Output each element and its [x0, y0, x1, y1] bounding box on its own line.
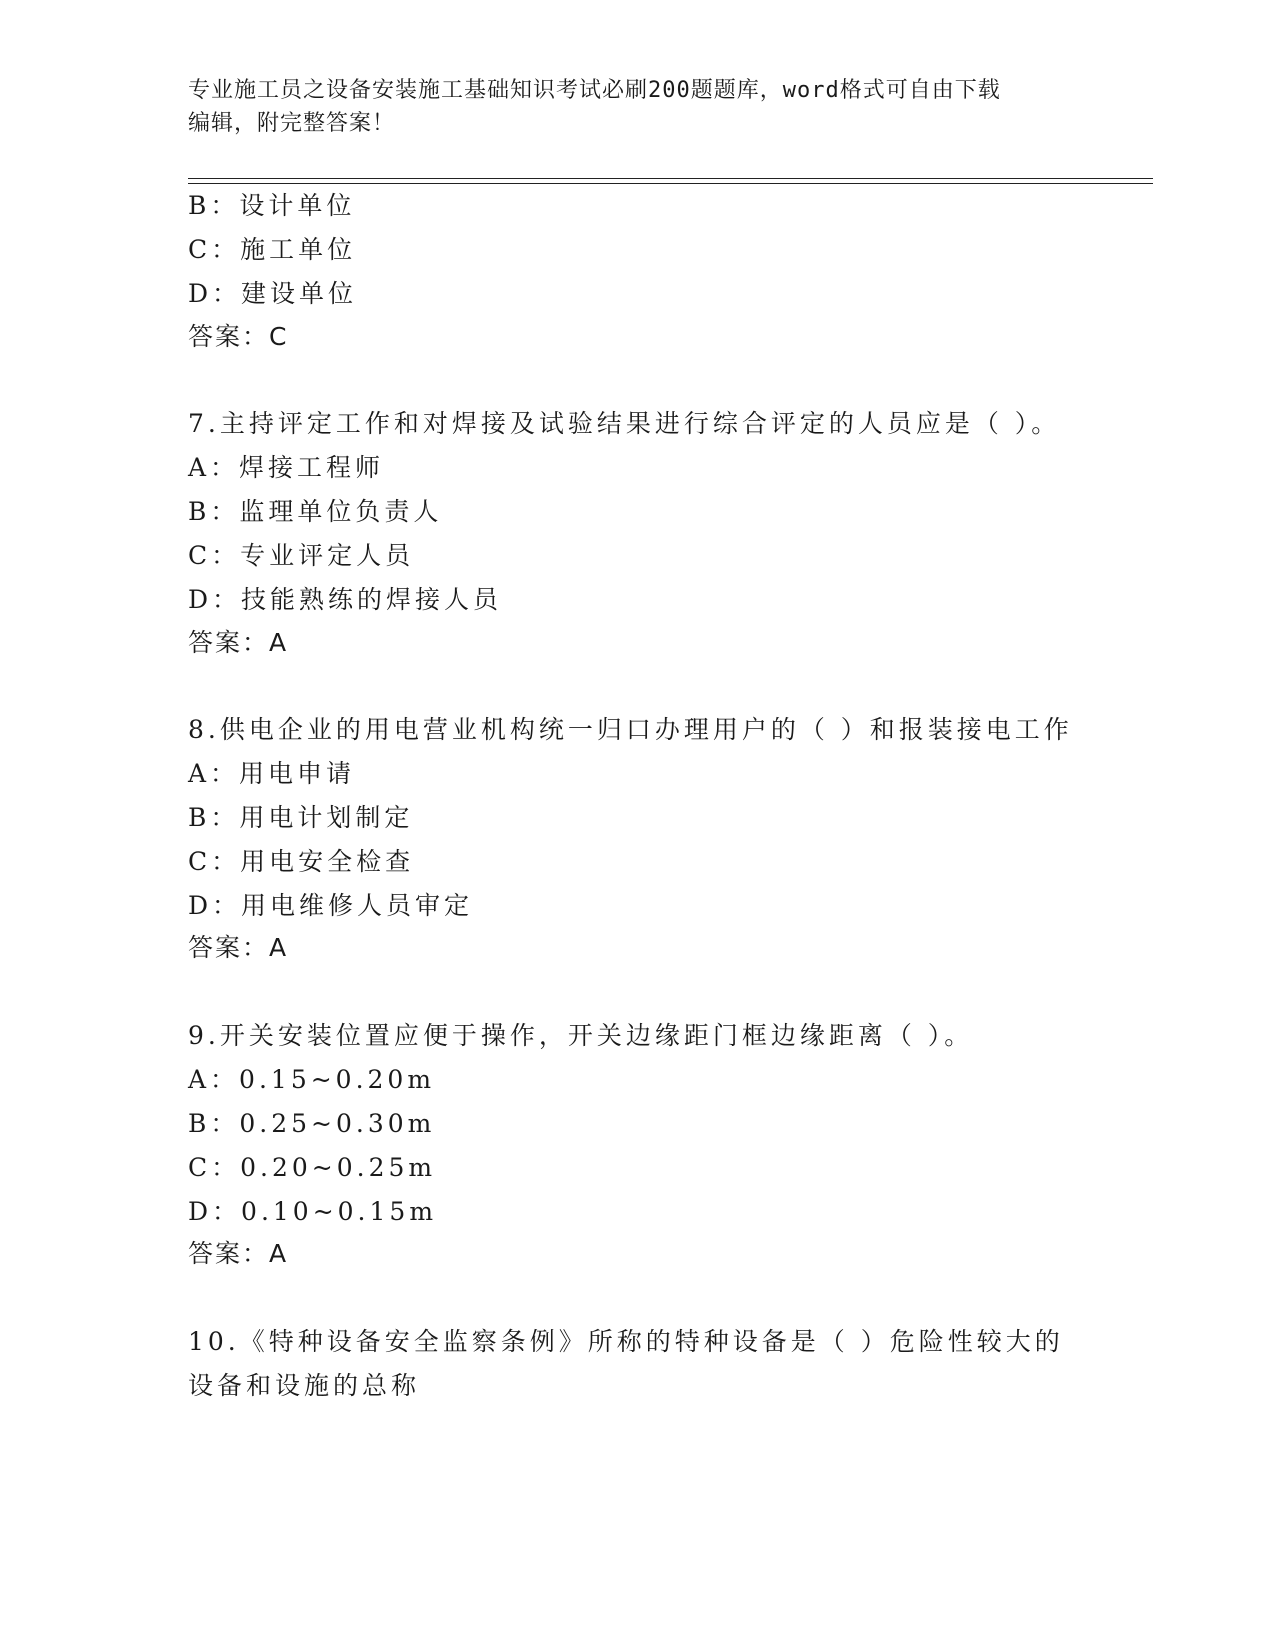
q9-answer: 答案：A	[188, 1239, 289, 1268]
q7-option-d: D：技能熟练的焊接人员	[188, 585, 503, 614]
header-title-line2: 编辑，附完整答案！	[188, 111, 396, 136]
q8-answer: 答案：A	[188, 933, 289, 962]
q9-option-c: C：0.20~0.25m	[188, 1153, 437, 1182]
q7-option-c: C：专业评定人员	[188, 541, 415, 570]
q8-option-c: C：用电安全检查	[188, 847, 415, 876]
document-header	[188, 74, 1088, 140]
q9-option-d: D：0.10~0.15m	[188, 1197, 438, 1226]
q9-option-b: B：0.25~0.30m	[188, 1109, 436, 1138]
q9-option-a: A：0.15~0.20m	[188, 1065, 436, 1094]
header-divider-bottom	[188, 183, 1153, 184]
header-title-line1: 专业施工员之设备安装施工基础知识考试必刷200题题库，word格式可自由下载	[188, 78, 1001, 103]
q10-question-line1: 10.《特种设备安全监察条例》所称的特种设备是（ ）危险性较大的	[188, 1327, 1064, 1356]
q6-answer: 答案：C	[188, 322, 289, 351]
q9-question: 9.开关安装位置应便于操作，开关边缘距门框边缘距离（ ）。	[188, 1021, 974, 1050]
q6-option-c: C：施工单位	[188, 235, 357, 264]
q8-option-d: D：用电维修人员审定	[188, 891, 474, 920]
header-divider-top	[188, 178, 1153, 179]
q8-option-a: A：用电申请	[188, 759, 356, 788]
q6-option-d: D：建设单位	[188, 279, 358, 308]
q7-question: 7.主持评定工作和对焊接及试验结果进行综合评定的人员应是（ ）。	[188, 409, 1061, 438]
q7-option-b: B：监理单位负责人	[188, 497, 443, 526]
q7-option-a: A：焊接工程师	[188, 453, 385, 482]
q10-question-line2: 设备和设施的总称	[188, 1371, 421, 1400]
q6-option-b: B：设计单位	[188, 191, 356, 220]
q8-question: 8.供电企业的用电营业机构统一归口办理用户的（ ）和报装接电工作	[188, 715, 1073, 744]
q8-option-b: B：用电计划制定	[188, 803, 414, 832]
q7-answer: 答案：A	[188, 628, 289, 657]
